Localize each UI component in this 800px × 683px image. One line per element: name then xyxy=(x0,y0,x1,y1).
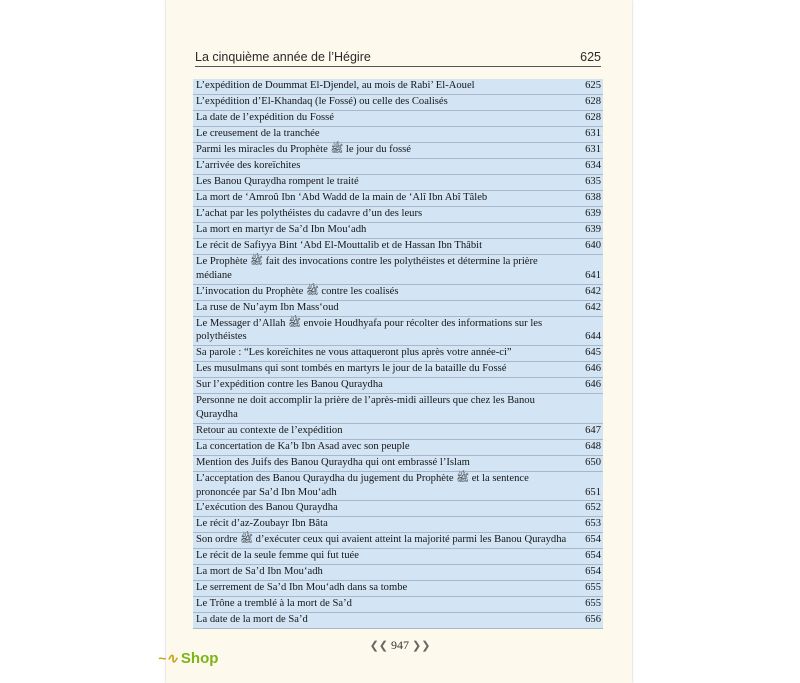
toc-entry xyxy=(193,517,603,533)
toc-entry xyxy=(193,127,603,143)
page-number: 947 xyxy=(391,638,409,652)
toc-entry-title: L’acceptation des Banou Quraydha du jugement du Prophète ﷺ et la sentence prononcée par Sa’d Ibn Mou‘adh xyxy=(196,472,529,498)
toc-entry-title: La ruse de Nu’aym Ibn Mass‘oud xyxy=(196,301,339,313)
toc-entry-page: 654 xyxy=(585,566,601,578)
toc-entry xyxy=(193,456,603,472)
toc-entry-page: 639 xyxy=(585,224,601,235)
toc-entry-page: 642 xyxy=(585,301,601,313)
toc-entry-title: Sa parole : “Les koreïchites ne vous attaqueront plus après votre année-ci” xyxy=(196,347,512,359)
toc-entry-title: Les Banou Quraydha rompent le traité xyxy=(196,176,359,187)
toc-entry-page: 646 xyxy=(585,379,601,391)
page-footer xyxy=(360,638,440,653)
toc-entry-page: 628 xyxy=(585,96,601,107)
logo-swirl-icon: ~∿ xyxy=(158,650,178,666)
toc-entry-title: Le Messager d’Allah ﷺ envoie Houdhyafa pour récolter des informations sur les polythéistes xyxy=(196,317,543,343)
toc-entry-title: Le récit d’az-Zoubayr Ibn Bâta xyxy=(196,518,328,530)
toc-entry-page: 639 xyxy=(585,208,601,219)
toc-entry-page: 634 xyxy=(585,160,601,171)
toc-entry xyxy=(193,362,603,378)
toc-entry-title: Le Trône a tremblé à la mort de Sa’d xyxy=(196,598,352,610)
toc-entry-title: Le creusement de la tranchée xyxy=(196,128,320,139)
toc-entry-page: 631 xyxy=(585,128,601,139)
toc-entry xyxy=(193,285,603,301)
toc-entry xyxy=(193,549,603,565)
toc-entry-title: Le récit de Safiyya Bint ‘Abd El-Mouttalib et de Hassan Ibn Thâbit xyxy=(196,240,483,251)
toc-entry-page: 631 xyxy=(585,144,601,155)
toc-entry-title: La mort de ‘Amroû Ibn ‘Abd Wadd de la main de ‘Alî Ibn Abî Tâleb xyxy=(196,192,488,203)
toc-entry xyxy=(193,301,603,317)
toc-entry-page: 651 xyxy=(585,486,601,498)
toc-entry xyxy=(193,255,603,285)
toc-entry-page: 644 xyxy=(585,331,601,343)
toc-entry-page: 653 xyxy=(585,518,601,530)
logo-text: Shop xyxy=(180,650,219,667)
chapter-heading xyxy=(195,50,601,67)
toc-entry-title: Les musulmans qui sont tombés en martyrs le jour de la bataille du Fossé xyxy=(196,363,507,375)
toc-entry-page: 656 xyxy=(585,614,601,626)
toc-entry xyxy=(193,159,603,175)
toc-entry-page: 647 xyxy=(585,424,601,436)
toc-entry-page: 655 xyxy=(585,582,601,594)
toc-entry xyxy=(193,472,603,502)
toc-entry xyxy=(193,581,603,597)
toc-entry xyxy=(193,191,603,207)
toc-entry-title: Sur l’expédition contre les Banou Quraydha xyxy=(196,379,383,391)
chapter-title: La cinquième année de l’Hégire xyxy=(195,50,371,64)
toc-entry xyxy=(193,346,603,362)
toc-entry-title: Mention des Juifs des Banou Quraydha qui ont embrassé l’Islam xyxy=(196,456,470,468)
toc-entry-title: Parmi les miracles du Prophète ﷺ le jour du fossé xyxy=(196,144,411,155)
toc-entry xyxy=(193,143,603,159)
toc-entry-page: 650 xyxy=(585,456,601,468)
toc-entry-page: 640 xyxy=(585,240,601,251)
toc-entry-title: L’expédition de Doummat El-Djendel, au mois de Rabi’ El-Aouel xyxy=(196,80,475,91)
toc-entry-title: Le récit de la seule femme qui fut tuée xyxy=(196,550,359,562)
toc-entry-page: 628 xyxy=(585,112,601,123)
toc-entry xyxy=(193,424,603,440)
shop-logo[interactable] xyxy=(158,650,218,667)
toc-entry-title: L’arrivée des koreïchites xyxy=(196,160,301,171)
toc-entry-page: 648 xyxy=(585,440,601,452)
toc-entry-title: La mort de Sa’d Ibn Mou‘adh xyxy=(196,566,323,578)
toc-entry xyxy=(193,394,603,424)
toc-entry xyxy=(193,533,603,549)
toc-entry xyxy=(193,79,603,95)
toc-entry xyxy=(193,175,603,191)
right-ornament-icon: ❯❯ xyxy=(412,640,431,652)
left-ornament-icon: ❮❮ xyxy=(369,640,388,652)
toc-entry xyxy=(193,440,603,456)
toc-entry xyxy=(193,378,603,394)
toc-entry-title: Le Prophète ﷺ fait des invocations contre les polythéistes et détermine la prière médiane xyxy=(196,256,538,281)
toc-entry xyxy=(193,207,603,223)
toc-entry xyxy=(193,223,603,239)
toc-entry-title: La mort en martyr de Sa’d Ibn Mou‘adh xyxy=(196,224,367,235)
toc-entry-page: 641 xyxy=(585,269,601,281)
toc-entry-title: L’achat par les polythéistes du cadavre d’un des leurs xyxy=(196,208,423,219)
toc-entry xyxy=(193,565,603,581)
toc-entry-page: 646 xyxy=(585,363,601,375)
toc-entry-page: 654 xyxy=(585,534,601,546)
toc-entry-title: Personne ne doit accomplir la prière de l’après-midi ailleurs que chez les Banou Quraydha xyxy=(196,395,535,420)
chapter-page-number: 625 xyxy=(580,50,601,64)
toc-entry-page: 654 xyxy=(585,550,601,562)
toc-entry-title: La date de la mort de Sa’d xyxy=(196,614,308,626)
toc-entry-title: La date de l’expédition du Fossé xyxy=(196,112,334,123)
toc-entry xyxy=(193,597,603,613)
toc-entry-page: 652 xyxy=(585,502,601,514)
toc-entry xyxy=(193,613,603,629)
toc-entry-page: 645 xyxy=(585,347,601,359)
toc-entry-page: 642 xyxy=(585,285,601,297)
toc-entry-page: 638 xyxy=(585,192,601,203)
toc-entry-title: Son ordre ﷺ d’exécuter ceux qui avaient atteint la majorité parmi les Banou Quraydha xyxy=(196,534,567,546)
toc-entry-title: L’exécution des Banou Quraydha xyxy=(196,502,338,514)
toc-entry-title: Le serrement de Sa’d Ibn Mou‘adh dans sa tombe xyxy=(196,582,408,594)
toc-entry xyxy=(193,501,603,517)
toc-entry-title: L’expédition d’El-Khandaq (le Fossé) ou celle des Coalisés xyxy=(196,96,448,107)
toc-entry xyxy=(193,239,603,255)
toc-entry-title: La concertation de Ka’b Ibn Asad avec son peuple xyxy=(196,440,410,452)
toc-entry-title: L’invocation du Prophète ﷺ contre les coalisés xyxy=(196,285,399,297)
toc-entry xyxy=(193,317,603,347)
toc-entry-page: 655 xyxy=(585,598,601,610)
toc-entry xyxy=(193,111,603,127)
toc-entry-page: 625 xyxy=(585,80,601,91)
toc-entry xyxy=(193,95,603,111)
table-of-contents xyxy=(193,79,603,629)
toc-entry-title: Retour au contexte de l’expédition xyxy=(196,424,343,436)
toc-entry-page: 635 xyxy=(585,176,601,187)
